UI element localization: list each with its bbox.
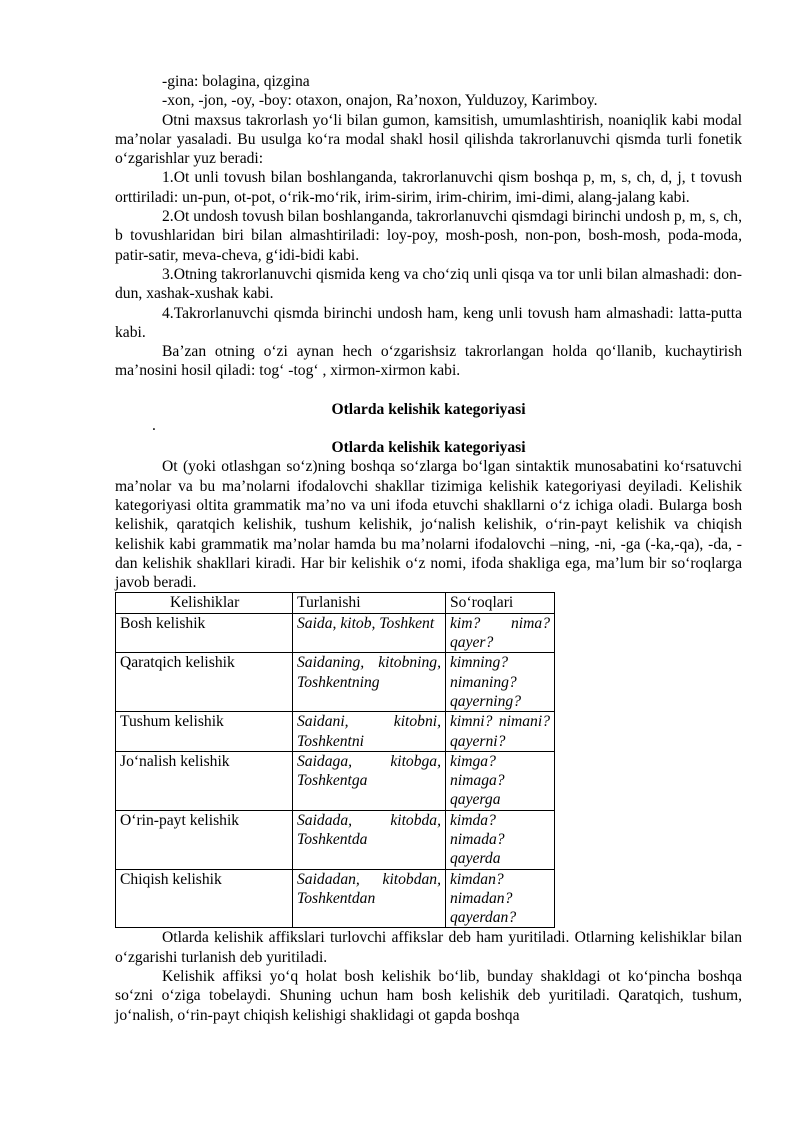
declension-cell: Saidadan, kitobdan, Toshkentdan — [293, 869, 446, 928]
table-row — [116, 810, 555, 869]
paragraph: 4.Takrorlanuvchi qismda birinchi undosh ham, keng unli tovush ham almashadi: latta-putta kabi. — [115, 304, 742, 341]
header-cell: Turlanishi — [293, 593, 446, 613]
paragraphs-top — [115, 72, 742, 381]
table-row — [116, 869, 555, 928]
table-row — [116, 653, 555, 712]
case-table — [115, 592, 555, 928]
intro-paragraph: Ot (yoki otlashgan so‘z)ning boshqa so‘zlarga bo‘lgan sintaktik munosabatini ko‘rsatuvchi ma’nolar va bu ma’nolarni ifodalovchi shakllar tizimiga kelishik kategoriyasi deyiladi. Kelishik kategoriyasi oltita grammatik ma’no va uni ifoda etuvchi shakllarni o‘z ichiga oladi. Bularga bosh kelishik, qaratqich kelishik, tushum kelishik, jo‘nalish kelishik, o‘rin-payt kelishik va chiqish kelishik kabi grammatik ma’nolar hamda bu ma’nolarni ifodalovchi –ning, -ni, -ga (-ka,-qa), -da, -dan kelishik shakllari kiradi. Har bir kelishik o‘z nomi, ifoda shakliga ega, ma’lum bir so‘roqlarga javob beradi. — [115, 458, 742, 592]
case-name-cell: Bosh kelishik — [116, 613, 293, 653]
paragraphs-bottom — [115, 928, 742, 1024]
table-header-row — [116, 593, 555, 613]
paragraph: -gina: bolagina, qizgina — [162, 73, 310, 90]
case-name-cell: Chiqish kelishik — [116, 869, 293, 928]
declension-cell: Saidaga, kitobga, Toshkentga — [293, 751, 446, 810]
case-name-cell: Jo‘nalish kelishik — [116, 751, 293, 810]
questions-cell: kimga? nimaga? qayerga — [446, 751, 555, 810]
document-page — [115, 72, 742, 1025]
table-row — [116, 712, 555, 752]
header-cell: So‘roqlari — [446, 593, 555, 613]
case-name-cell: O‘rin-payt kelishik — [116, 810, 293, 869]
case-name-cell: Tushum kelishik — [116, 712, 293, 752]
header-cell: Kelishiklar — [116, 593, 293, 613]
paragraph: Otlarda kelishik affikslari turlovchi affikslar deb ham yuritiladi. Otlarning kelishiklar bilan o‘zgarishi turlanish deb yuritiladi. — [115, 929, 742, 966]
declension-cell: Saidada, kitobda, Toshkentda — [293, 810, 446, 869]
stray-dot: . — [152, 417, 156, 435]
paragraph: 2.Ot undosh tovush bilan boshlanganda, takrorlanuvchi qismdagi birinchi undosh p, m, s, ch, b tovushlaridan biri bilan almashtiriladi: loy-poy, mosh-posh, non-pon, bosh-mosh, poda-moda, patir-satir, meva-cheva, g‘idi-bidi kabi. — [115, 208, 742, 264]
paragraph: -xon, -jon, -oy, -boy: otaxon, onajon, Ra’noxon, Yulduzoy, Karimboy. — [162, 92, 598, 110]
paragraph: Ba’zan otning o‘zi aynan hech o‘zgarishsiz takrorlangan holda qo‘llanib, kuchaytirish ma’nosini hosil qiladi: tog‘ -tog‘ , xirmon-xirmon kabi. — [115, 343, 742, 380]
declension-cell: Saida, kitob, Toshkent — [293, 613, 446, 653]
paragraph: 1.Ot unli tovush bilan boshlanganda, takrorlanuvchi qism boshqa p, m, s, ch, d, j, t tovush orttiriladi: un-pun, ot-pot, o‘rik-mo‘rik, irim-sirim, irim-chirim, imi-dimi, alang-jalang kabi. — [115, 169, 742, 206]
case-name-cell: Qaratqich kelishik — [116, 653, 293, 712]
questions-cell: kimning? nimaning? qayerning? — [446, 653, 555, 712]
declension-cell: Saidaning, kitobning, Toshkentning — [293, 653, 446, 712]
declension-cell: Saidani, kitobni, Toshkentni — [293, 712, 446, 752]
paragraph: Otni maxsus takrorlash yo‘li bilan gumon, kamsitish, umumlashtirish, noaniqlik kabi modal ma’nolar yasaladi. Bu usulga ko‘ra modal shakl hosil qilishda takrorlanuvchi qismda turli fonetik o‘zgarishlar yuz beradi: — [115, 111, 742, 168]
table-row — [116, 613, 555, 653]
questions-cell: kimda? nimada? qayerda — [446, 810, 555, 869]
questions-cell: kimdan? nimadan? qayerdan? — [446, 869, 555, 928]
section-subheading: Otlarda kelishik kategoriyasi — [331, 439, 526, 457]
table-row — [116, 751, 555, 810]
questions-cell: kim? nima? qayer? — [446, 613, 555, 653]
section-heading: Otlarda kelishik kategoriyasi — [331, 400, 526, 418]
questions-cell: kimni? nimani? qayerni? — [446, 712, 555, 752]
paragraph: 3.Otning takrorlanuvchi qismida keng va cho‘ziq unli qisqa va tor unli bilan almashadi: don-dun, xashak-xushak kabi. — [115, 265, 742, 303]
paragraph: Kelishik affiksi yo‘q holat bosh kelishik bo‘lib, bunday shakldagi ot ko‘pincha boshqa so‘zni o‘ziga tobelaydi. Shuning uchun ham bosh kelishik deb yuritiladi. Qaratqich, tushum, jo‘nalish, o‘rin-payt chiqish kelishigi shaklidagi ot gapda boshqa — [115, 968, 742, 1024]
